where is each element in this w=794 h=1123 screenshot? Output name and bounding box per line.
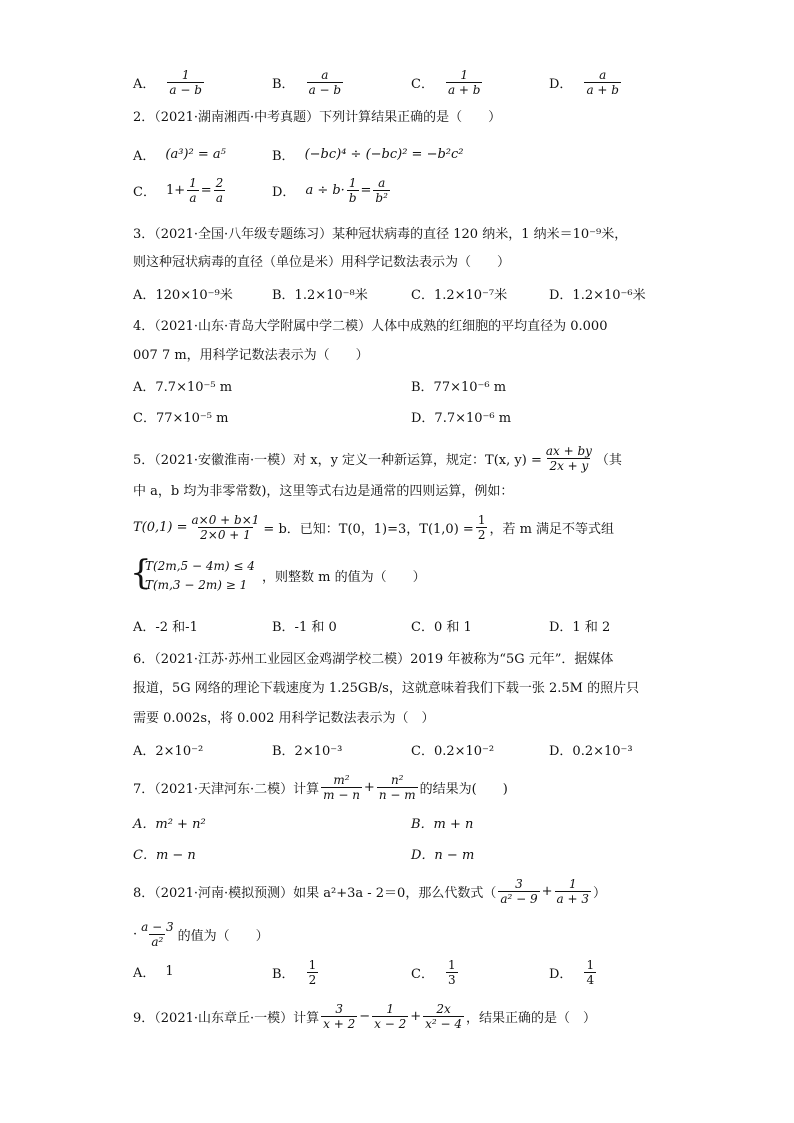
q5-option-b[interactable]: B．-1 和 0 (272, 620, 337, 635)
q7-option-d[interactable]: D．n − m (411, 848, 475, 863)
q6-option-d[interactable]: D．0.2×10⁻³ (549, 744, 633, 759)
q3-option-b[interactable]: B．1.2×10⁻⁸米 (272, 288, 368, 303)
fraction: $\frac{1}{3}$ (447, 958, 456, 987)
q7-stem: 7．（2021·天津河东·二模）计算 $\frac{\text{m²}}{m - n}$ + $\frac{\text{n²}}{n - m}$ 的结果为( ) (133, 773, 508, 802)
option-label: A． (133, 77, 156, 92)
fraction: $\frac{1}{x - 2}$ (374, 1002, 407, 1031)
q5-option-c[interactable]: C．0 和 1 (411, 620, 472, 635)
q5-inequality-1: T(2m,5 − 4m) ≤ 4 (145, 559, 255, 573)
q6-option-c[interactable]: C．0.2×10⁻² (411, 744, 495, 759)
q5-option-d[interactable]: D．1 和 2 (549, 620, 611, 635)
q8-option-d[interactable]: D． $\frac{1}{4}$ (549, 958, 595, 987)
q1-option-c[interactable] (411, 68, 484, 97)
q3-stem-line2: 则这种冠状病毒的直径（单位是米）用科学记数法表示为（ ） (133, 255, 511, 270)
option-label: D． (549, 77, 573, 92)
q6-option-b[interactable]: B．2×10⁻³ (272, 744, 343, 759)
fraction: $\frac{ax + by}{2x + y}$ (545, 444, 592, 473)
q2-stem: 2．（2021·湖南湘西·中考真题）下列计算结果正确的是（ ） (133, 110, 502, 125)
fraction: $\frac{a}{\text{b²}}$ (375, 176, 388, 205)
fraction: $\frac{a\times 0 + b\times 1}{2\times 0 + 1}$ (191, 513, 260, 542)
q8-option-c[interactable]: C． $\frac{1}{3}$ (411, 958, 456, 987)
q6-stem-line2: 报道，5G 网络的理论下载速度为 1.25GB/s，这就意味着我们下载一张 2.5M 的照片只 (133, 681, 640, 696)
fraction: $\frac{3}{x + 2}$ (323, 1002, 356, 1031)
q3-stem-line1: 3．（2021·全国·八年级专题练习）某种冠状病毒的直径 120 纳米，1 纳米＝10⁻⁹米， (133, 227, 628, 242)
q4-option-a[interactable]: A．7.7×10⁻⁵ m (133, 380, 233, 395)
q3-option-d[interactable]: D．1.2×10⁻⁶米 (549, 288, 646, 303)
q5-stem-line4: ，则整数 m 的值为（ ） (262, 570, 426, 585)
fraction: $\frac{1}{a + 3}$ (556, 877, 590, 906)
q5-inequality-2: T(m,3 − 2m) ≥ 1 (145, 578, 248, 592)
system-brace: { (130, 553, 152, 593)
fraction: $\frac{a - 3}{\text{a²}}$ (141, 920, 174, 949)
q2-option-a[interactable]: A． (a³)² = a⁵ (133, 147, 226, 164)
q4-stem-line1: 4．（2021·山东·青岛大学附属中学二模）人体中成熟的红细胞的平均直径为 0.000 (133, 319, 608, 334)
q3-option-a[interactable]: A．120×10⁻⁹米 (133, 288, 233, 303)
fraction: $\frac{1}{2}$ (477, 513, 486, 542)
q2-option-d[interactable]: D． a ÷ b· $\frac{1}{b}$ = $\frac{a}{\text{b²}}$ (272, 176, 388, 205)
fraction: $\frac{2}{a}$ (215, 176, 224, 205)
q8-option-a[interactable]: A． 1 (133, 964, 174, 981)
q3-option-c[interactable]: C．1.2×10⁻⁷米 (411, 288, 508, 303)
q7-option-b[interactable]: B．m + n (411, 817, 474, 832)
q4-option-b[interactable]: B．77×10⁻⁶ m (411, 380, 507, 395)
fraction: $\frac{\text{m²}}{m - n}$ (323, 773, 360, 802)
q4-stem-line2: 007 7 m，用科学记数法表示为（ ） (133, 348, 369, 363)
q1-option-a[interactable] (133, 68, 206, 97)
q5-stem-line2: 中 a，b 均为非零常数)，这里等式右边是通常的四则运算，例如： (133, 484, 514, 499)
q9-stem: 9．（2021·山东章丘·一模）计算 $\frac{3}{x + 2}$ − $\frac{1}{x - 2}$ + $\frac{2x}{\text{x² − 4}}$ ，结果正确的是（ ） (133, 1002, 597, 1031)
option-label: B． (272, 77, 295, 92)
q6-option-a[interactable]: A．2×10⁻² (133, 744, 204, 759)
q5-option-a[interactable]: A．-2 和-1 (133, 620, 198, 635)
fraction: $\frac{a}{a + b}$ (586, 68, 619, 97)
q6-stem-line1: 6．（2021·江苏·苏州工业园区金鸡湖学校二模）2019 年被称为“5G 元年”．据媒体 (133, 652, 614, 667)
q8-stem-line2: · $\frac{a - 3}{\text{a²}}$ 的值为（ ） (133, 920, 269, 949)
q5-stem-line3: T(0,1) = $\frac{a\times 0 + b\times 1}{2\times 0 + 1}$ = b．已知：T(0，1)=3，T(1,0) = $\frac{1}{2}$ ，若 m 满足不等式组 (133, 513, 615, 542)
q1-option-b[interactable] (272, 68, 345, 97)
option-label: C． (411, 77, 434, 92)
fraction: $\frac{1}{4}$ (586, 958, 595, 987)
q2-option-b[interactable]: B． (−bc)⁴ ÷ (−bc)² = −b²c² (272, 147, 464, 164)
fraction: $\frac{1}{2}$ (308, 958, 317, 987)
q2-option-c[interactable]: C． 1+ $\frac{1}{a}$ = $\frac{2}{a}$ (133, 176, 224, 205)
fraction: $\frac{3}{\text{a² − 9}}$ (500, 877, 538, 906)
q6-stem-line3: 需要 0.002s，将 0.002 用科学记数法表示为（ ） (133, 711, 435, 726)
q5-stem-line1: 5．（2021·安徽淮南·一模）对 x，y 定义一种新运算，规定：T(x, y) = $\frac{ax + by}{2x + y}$ （其 (133, 444, 622, 473)
fraction: $\frac{1}{b}$ (348, 176, 357, 205)
fraction: $\frac{2x}{\text{x² − 4}}$ (425, 1002, 463, 1031)
q8-stem-line1: 8．（2021·河南·模拟预测）如果 a²+3a - 2＝0，那么代数式（ $\frac{3}{\text{a² − 9}}$ + $\frac{1}{a + 3}$ ） (133, 877, 607, 906)
q4-option-c[interactable]: C．77×10⁻⁵ m (133, 411, 229, 426)
q4-option-d[interactable]: D．7.7×10⁻⁶ m (411, 411, 512, 426)
q8-option-b[interactable]: B． $\frac{1}{2}$ (272, 958, 317, 987)
q1-option-d[interactable] (549, 68, 623, 97)
fraction: $\frac{1}{a + b}$ (447, 68, 481, 97)
fraction: $\frac{1}{a}$ (189, 176, 197, 205)
fraction: $\frac{a}{a - b}$ (308, 68, 342, 97)
q7-option-a[interactable]: A．m² + n² (133, 817, 206, 832)
q7-option-c[interactable]: C．m − n (133, 848, 196, 863)
fraction: $\frac{1}{a - b}$ (169, 68, 202, 97)
fraction: $\frac{\text{n²}}{n - m}$ (378, 773, 416, 802)
